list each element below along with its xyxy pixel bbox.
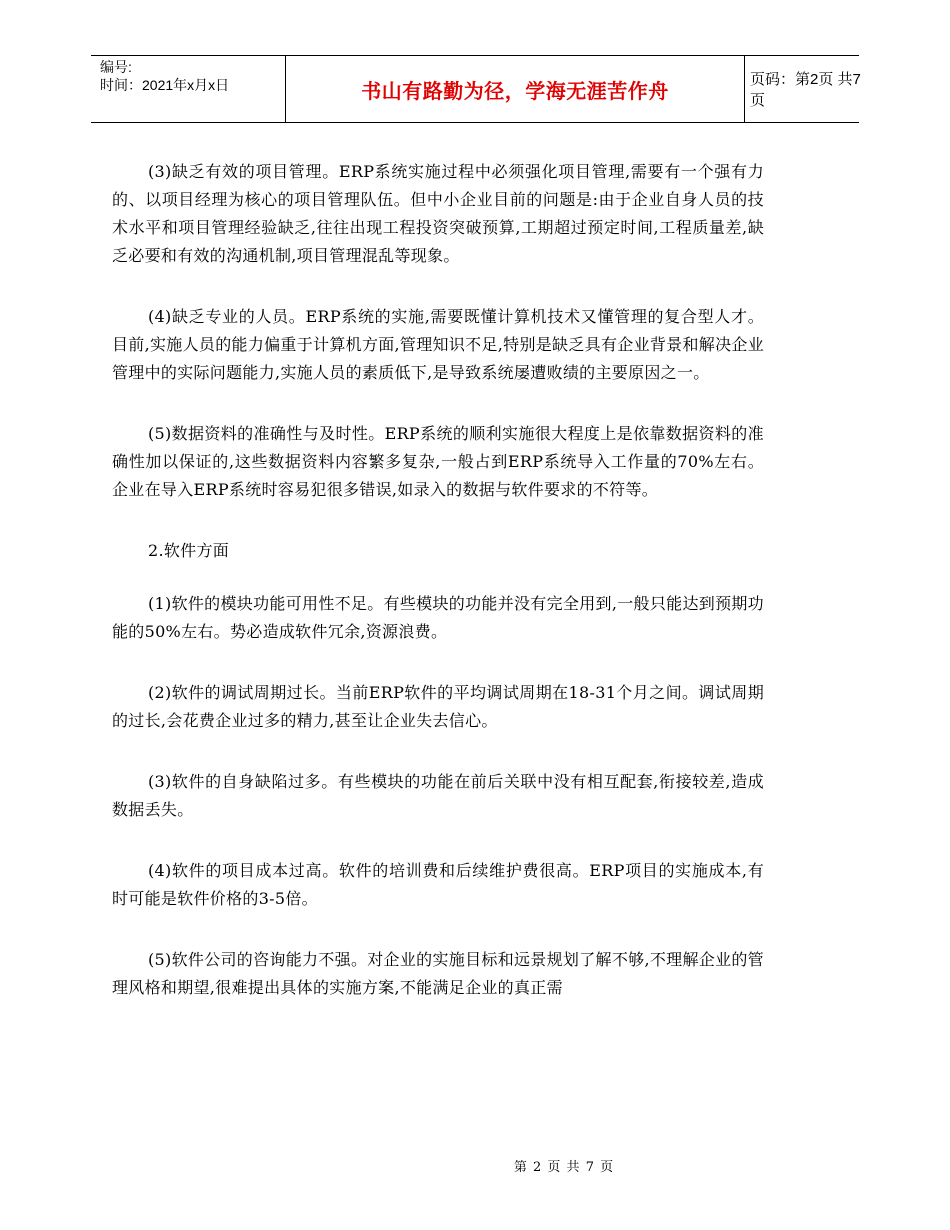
paragraph-project-cost: (4)软件的项目成本过高。软件的培训费和后续维护费很高。ERP项目的实施成本,有时可能是软件价格的3-5倍。	[112, 861, 764, 908]
document-number: 编号:	[100, 59, 132, 75]
paragraph-project-management: (3)缺乏有效的项目管理。ERP系统实施过程中必须强化项目管理,需要有一个强有力的、以项目经理为核心的项目管理队伍。但中小企业目前的问题是:由于企业自身人员的技术水平和项目管理经验缺乏,往往出现工程投资突破预算,工期超过预定时间,工程质量差,缺乏必要和有效的沟通机制,项目管理混乱等现象。	[112, 162, 764, 265]
page-footer: 第 2 页 共 7 页	[513, 1160, 615, 1175]
document-body	[112, 158, 764, 1035]
paragraph-debug-period: (2)软件的调试周期过长。当前ERP软件的平均调试周期在18-31个月之间。调试周期的过长,会花费企业过多的精力,甚至让企业失去信心。	[112, 683, 764, 730]
paragraph-professional-staff: (4)缺乏专业的人员。ERP系统的实施,需要既懂计算机技术又懂管理的复合型人才。目前,实施人员的能力偏重于计算机方面,管理知识不足,特别是缺乏具有企业背景和解决企业管理中的实际问题能力,实施人员的素质低下,是导致系统屡遭败绩的主要原因之一。	[112, 307, 764, 382]
paragraph-module-usability: (1)软件的模块功能可用性不足。有些模块的功能并没有完全用到,一般只能达到预期功能的50%左右。势必造成软件冗余,资源浪费。	[112, 594, 764, 641]
header-meta	[91, 56, 285, 122]
document-time: 时间：2021年x月x日	[100, 77, 230, 93]
paragraph-data-accuracy: (5)数据资料的准确性与及时性。ERP系统的顺利实施很大程度上是依靠数据资料的准确性加以保证的,这些数据资料内容繁多复杂,一般占到ERP系统导入工作量的70%左右。企业在导入ERP系统时容易犯很多错误,如录入的数据与软件要求的不符等。	[112, 424, 764, 499]
paragraph-software-defects: (3)软件的自身缺陷过多。有些模块的功能在前后关联中没有相互配套,衔接较差,造成数据丢失。	[112, 772, 764, 819]
page-header	[91, 55, 859, 123]
header-motto-cell	[285, 56, 745, 122]
header-motto: 书山有路勤为径，学海无涯苦作舟	[361, 78, 669, 103]
section-heading-software: 2.软件方面	[148, 541, 230, 560]
paragraph-consulting-ability: (5)软件公司的咨询能力不强。对企业的实施目标和远景规划了解不够,不理解企业的管理风格和期望,很难提出具体的实施方案,不能满足企业的真正需	[112, 950, 764, 997]
header-page-info: 页码：第2页 共7页	[750, 71, 861, 109]
